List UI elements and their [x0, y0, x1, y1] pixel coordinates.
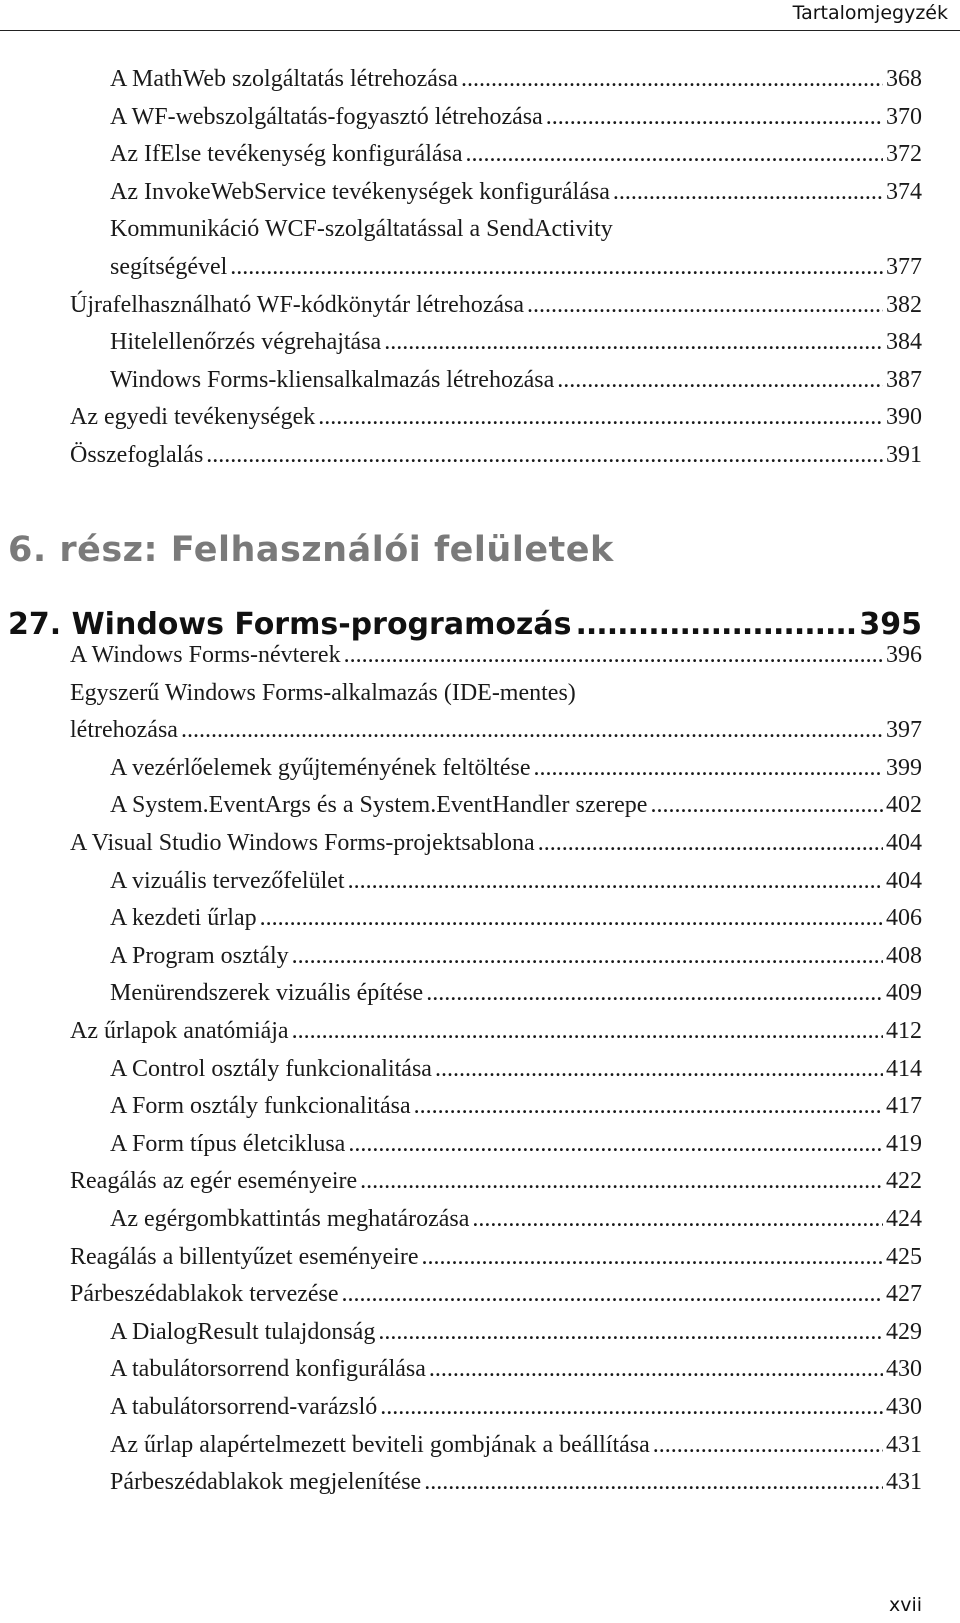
toc-entry-page-number: 429: [886, 1318, 922, 1345]
toc-dot-leader: [380, 1392, 883, 1422]
toc-dot-leader: [461, 64, 883, 94]
toc-entry-page-number: 397: [886, 717, 922, 744]
toc-entry[interactable]: [110, 102, 922, 132]
toc-entry-page-number: 382: [886, 291, 922, 318]
toc-dot-leader: [538, 828, 883, 858]
toc-entry-title: A MathWeb szolgáltatás létrehozása: [110, 66, 458, 92]
toc-entry[interactable]: [110, 327, 922, 357]
toc-entry[interactable]: [70, 640, 922, 670]
toc-entry[interactable]: [70, 290, 922, 320]
toc-dot-leader: [650, 790, 883, 820]
toc-entry[interactable]: [110, 1204, 922, 1234]
toc-entry-page-number: 370: [886, 103, 922, 130]
toc-entry-page-number: 374: [886, 178, 922, 205]
toc-entry-page-number: 387: [886, 366, 922, 393]
toc-dot-leader: [466, 139, 883, 169]
toc-entry[interactable]: [110, 1054, 922, 1084]
toc-entry-page-number: 404: [886, 867, 922, 894]
toc-entry-title: A Form osztály funkcionalitása: [110, 1093, 411, 1120]
toc-entry-page-number: 430: [886, 1356, 922, 1383]
toc-dot-leader: [181, 715, 883, 745]
toc-entry-title: A Windows Forms-névterek: [70, 642, 341, 668]
toc-dot-leader: [342, 1279, 883, 1309]
toc-entry-title: A WF-webszolgáltatás-fogyasztó létrehozása: [110, 103, 543, 130]
toc-dot-leader: [653, 1430, 883, 1460]
footer-page-number: xvii: [888, 1594, 922, 1616]
toc-entry-title: A vizuális tervezőfelület: [110, 867, 345, 894]
toc-entry-page-number: 402: [886, 792, 922, 819]
chapter-title: 27. Windows Forms-programozás: [8, 607, 572, 642]
toc-dot-leader: [318, 402, 883, 432]
toc-dot-leader: [206, 440, 883, 470]
toc-dot-leader: [292, 941, 883, 971]
toc-entry[interactable]: [110, 1467, 922, 1497]
toc-dot-leader: [344, 640, 883, 670]
toc-entry-page-number: 390: [886, 404, 922, 431]
toc-dot-leader: [534, 753, 884, 783]
chapter-page-number: 395: [859, 607, 922, 642]
toc-entry-page-number: 412: [886, 1018, 922, 1044]
toc-entry-title: Az egérgombkattintás meghatározása: [110, 1206, 470, 1232]
toc-dot-leader: [384, 327, 883, 357]
toc-entry-page-number: 417: [886, 1093, 922, 1120]
toc-entry-title: A tabulátorsorrend konfigurálása: [110, 1356, 426, 1383]
toc-entry[interactable]: [110, 753, 922, 783]
toc-entry-page-number: 406: [886, 905, 922, 932]
toc-entry-title-line[interactable]: Kommunikáció WCF-szolgáltatással a SendActivity: [110, 216, 613, 243]
toc-dot-leader: [546, 102, 883, 132]
toc-dot-leader: [424, 1467, 883, 1497]
toc-entry-page-number: 377: [886, 254, 922, 280]
toc-entry[interactable]: [110, 1392, 922, 1422]
toc-entry-title: A DialogResult tulajdonság: [110, 1318, 376, 1345]
toc-dot-leader: [557, 365, 883, 395]
toc-entry[interactable]: [70, 440, 922, 470]
toc-entry[interactable]: [110, 1354, 922, 1384]
toc-entry-title: Összefoglalás: [70, 442, 204, 468]
toc-dot-leader: [472, 1204, 883, 1234]
chapter-heading[interactable]: [8, 602, 922, 642]
toc-dot-leader: [429, 1354, 883, 1384]
toc-entry-page-number: 399: [886, 754, 922, 781]
toc-entry-title: A Program osztály: [110, 942, 289, 969]
toc-entry-page-number: 368: [886, 66, 922, 92]
toc-dot-leader: [260, 903, 883, 933]
toc-entry-page-number: 431: [886, 1469, 922, 1496]
toc-entry[interactable]: [110, 64, 922, 94]
toc-entry-title: létrehozása: [70, 717, 178, 744]
toc-entry[interactable]: [110, 177, 922, 207]
toc-entry[interactable]: [70, 1242, 922, 1272]
toc-entry[interactable]: [110, 252, 922, 282]
toc-dot-leader: [230, 252, 883, 282]
toc-entry-page-number: 408: [886, 942, 922, 969]
toc-dot-leader: [426, 978, 883, 1008]
header-divider: [0, 30, 960, 31]
toc-entry-title: Párbeszédablakok megjelenítése: [110, 1469, 422, 1496]
toc-entry[interactable]: [110, 139, 922, 169]
toc-dot-leader: [348, 866, 883, 896]
toc-entry-title: A System.EventArgs és a System.EventHandler szerepe: [110, 792, 648, 819]
toc-entry[interactable]: [70, 1279, 922, 1309]
toc-entry-page-number: 409: [886, 980, 922, 1007]
toc-entry-title: Az InvokeWebService tevékenységek konfigurálása: [110, 178, 610, 205]
toc-entry-page-number: 384: [886, 329, 922, 356]
toc-entry[interactable]: [110, 978, 922, 1008]
toc-entry[interactable]: [110, 866, 922, 896]
toc-dot-leader: [378, 1317, 883, 1347]
running-header-title: Tartalomjegyzék: [792, 2, 948, 24]
part-heading: 6. rész: Felhasználói felületek: [8, 530, 614, 570]
toc-entry[interactable]: [70, 402, 922, 432]
toc-entry[interactable]: [70, 715, 922, 745]
toc-entry-page-number: 425: [886, 1243, 922, 1270]
toc-entry-title: Menürendszerek vizuális építése: [110, 980, 424, 1007]
toc-entry-title: Az IfElse tevékenység konfigurálása: [110, 141, 463, 168]
toc-entry-title: Windows Forms-kliensalkalmazás létrehozása: [110, 366, 555, 393]
toc-dot-leader: [292, 1016, 883, 1046]
toc-entry[interactable]: [110, 1129, 922, 1159]
toc-dot-leader: [613, 177, 883, 207]
toc-entry[interactable]: [110, 365, 922, 395]
toc-entry-page-number: 430: [886, 1394, 922, 1420]
toc-entry-title: segítségével: [110, 254, 228, 280]
toc-entry[interactable]: [110, 1091, 922, 1121]
toc-entry[interactable]: [70, 1166, 922, 1196]
toc-entry-title: Újrafelhasználható WF-kódkönytár létrehozása: [70, 291, 525, 318]
toc-entry[interactable]: [70, 1016, 922, 1046]
toc-entry-title: Reagálás az egér eseményeire: [70, 1168, 358, 1195]
toc-entry-page-number: 419: [886, 1130, 922, 1157]
toc-entry[interactable]: [110, 1317, 922, 1347]
toc-entry-title: Az űrlap alapértelmezett beviteli gombjának a beállítása: [110, 1431, 650, 1458]
toc-dot-leader: [527, 290, 883, 320]
toc-entry-title: A Visual Studio Windows Forms-projektsablona: [70, 830, 535, 856]
toc-entry-page-number: 431: [886, 1431, 922, 1458]
toc-entry-page-number: 422: [886, 1168, 922, 1195]
toc-entry-title: A Form típus életciklusa: [110, 1130, 346, 1157]
toc-entry-title: A Control osztály funkcionalitása: [110, 1055, 432, 1082]
toc-entry-page-number: 396: [886, 642, 922, 668]
toc-entry-page-number: 427: [886, 1281, 922, 1308]
toc-entry-page-number: 372: [886, 141, 922, 168]
toc-entry[interactable]: [110, 903, 922, 933]
toc-entry[interactable]: [110, 1430, 922, 1460]
toc-entry-page-number: 414: [886, 1055, 922, 1082]
toc-entry-title: Reagálás a billentyűzet eseményeire: [70, 1243, 419, 1270]
toc-entry-title-line[interactable]: Egyszerű Windows Forms-alkalmazás (IDE-mentes): [70, 679, 576, 706]
toc-dot-leader: [414, 1091, 883, 1121]
toc-entry-title: A vezérlőelemek gyűjteményének feltöltése: [110, 754, 531, 781]
toc-dot-leader: [435, 1054, 883, 1084]
toc-entry-page-number: 391: [886, 442, 922, 468]
toc-entry-title: Az űrlapok anatómiája: [70, 1018, 289, 1044]
toc-entry-title: A kezdeti űrlap: [110, 905, 257, 932]
toc-entry-title: Párbeszédablakok tervezése: [70, 1281, 339, 1308]
toc-entry-title: Az egyedi tevékenységek: [70, 404, 316, 431]
toc-entry-title: Hitelellenőrzés végrehajtása: [110, 329, 382, 356]
toc-entry[interactable]: [110, 941, 922, 971]
toc-entry-page-number: 424: [886, 1206, 922, 1232]
toc-entry[interactable]: [70, 828, 922, 858]
toc-dot-leader: [422, 1242, 883, 1272]
chapter-dot-leader: [576, 607, 856, 642]
toc-dot-leader: [360, 1166, 883, 1196]
toc-dot-leader: [348, 1129, 883, 1159]
toc-entry-title: A tabulátorsorrend-varázsló: [110, 1394, 378, 1420]
toc-entry[interactable]: [110, 790, 922, 820]
toc-entry-page-number: 404: [886, 830, 922, 856]
